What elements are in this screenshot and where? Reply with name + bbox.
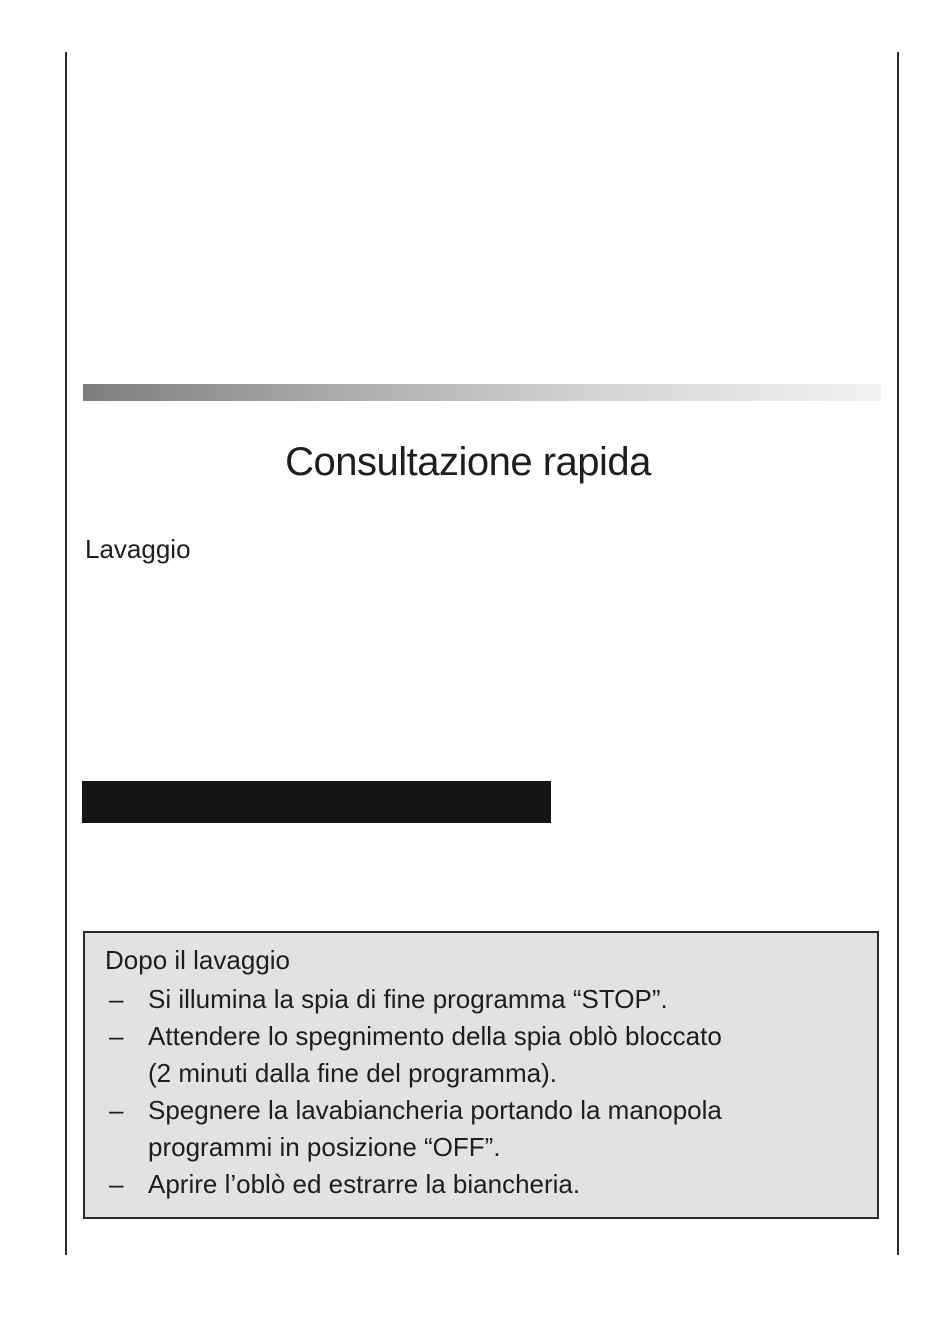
list-item [85,1092,875,1166]
dash-marker: – [109,984,124,1014]
info-list [85,981,875,1203]
list-item-text: Aprire l’oblò ed estrarre la biancheria. [148,1169,581,1199]
list-item-text: Si illumina la spia di fine programma “STOP”. [148,984,668,1014]
dash-marker: – [109,1169,124,1199]
list-item [85,1166,875,1203]
list-item-text: programmi in posizione “OFF”. [148,1132,501,1162]
info-box-heading: Dopo il lavaggio [105,945,291,975]
black-band [82,781,551,823]
dash-marker: – [109,1095,124,1125]
info-box [83,931,879,1219]
page-title: Consultazione rapida [285,440,651,484]
list-item [85,981,875,1018]
section-label: Lavaggio [85,534,191,564]
left-margin-rule [65,52,67,1255]
list-item-text: (2 minuti dalla fine del programma). [148,1058,557,1088]
list-item [85,1018,875,1092]
header-gradient-bar [83,384,881,401]
list-item-text: Spegnere la lavabiancheria portando la manopola [148,1095,722,1125]
list-item-text: Attendere lo spegnimento della spia oblò bloccato [148,1021,722,1051]
dash-marker: – [109,1021,124,1051]
right-margin-rule [897,52,899,1255]
